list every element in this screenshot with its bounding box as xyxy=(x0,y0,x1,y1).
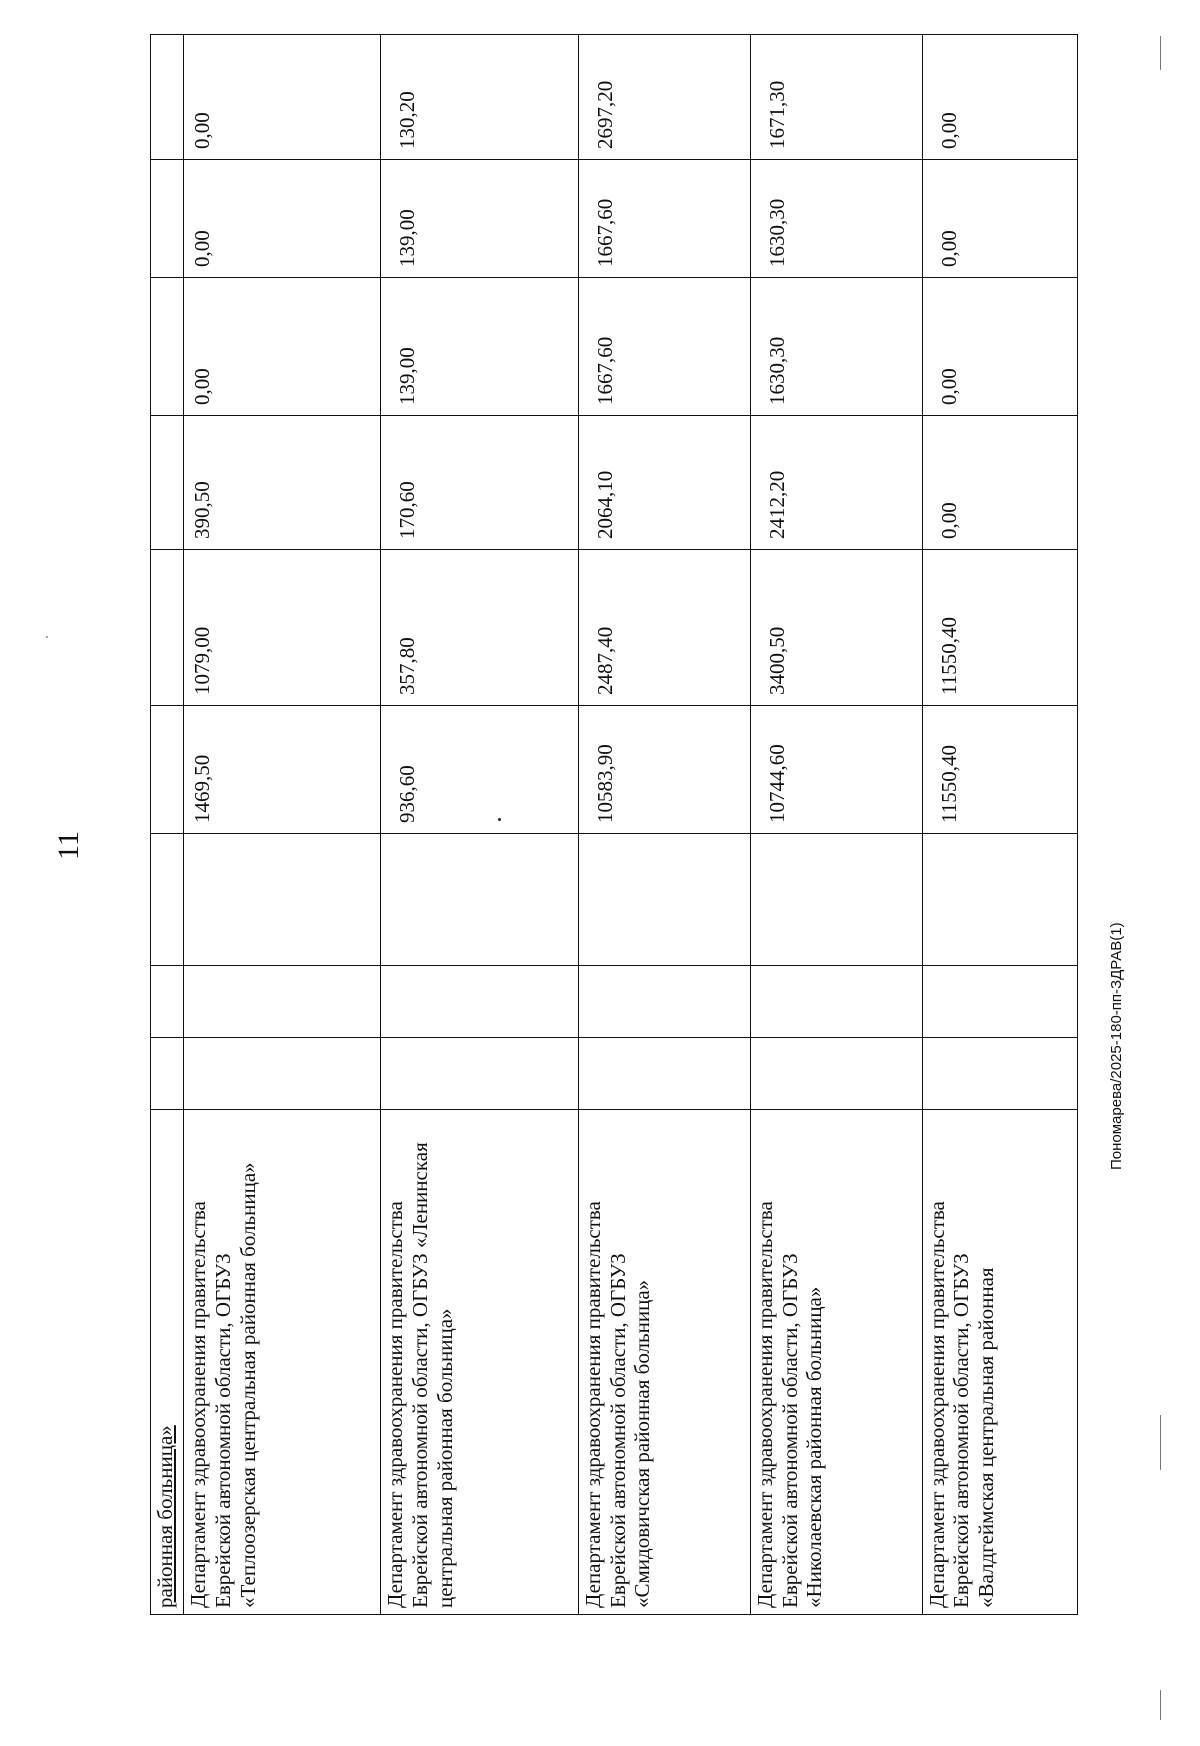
empty-cell xyxy=(750,966,922,1038)
table-row xyxy=(750,35,922,1615)
value-cell: 2412,20 xyxy=(750,416,922,550)
empty-cell xyxy=(151,966,184,1038)
table-row xyxy=(381,35,578,1615)
empty-cell xyxy=(750,1038,922,1110)
empty-cell xyxy=(184,1038,381,1110)
table-row xyxy=(578,35,750,1615)
value-cell: 10583,90 xyxy=(578,706,750,834)
value-cell: 11550,40 xyxy=(922,550,1077,706)
org-cell: Департамент здравоохранения правительства Еврейской автономной области, ОГБУЗ «Ленинская центральная районная больница» xyxy=(381,1110,578,1615)
empty-cell xyxy=(184,966,381,1038)
scan-speck xyxy=(46,636,48,638)
table-row xyxy=(184,35,381,1615)
value-cell: 0,00 xyxy=(922,35,1077,160)
empty-cell xyxy=(578,834,750,966)
value-cell: 0,00 xyxy=(922,160,1077,278)
scan-edge-mark xyxy=(1160,36,1161,70)
scan-edge-mark xyxy=(1160,1415,1161,1470)
continued-label: районная больница» xyxy=(153,1425,177,1608)
scan-edge-mark xyxy=(1160,1690,1161,1720)
value-cell: 2487,40 xyxy=(578,550,750,706)
value-cell: 1667,60 xyxy=(578,278,750,416)
org-cell xyxy=(151,1110,184,1615)
empty-cell xyxy=(578,966,750,1038)
empty-cell xyxy=(151,160,184,278)
value-cell: 1469,50 xyxy=(184,706,381,834)
funding-table xyxy=(150,34,1078,1615)
footer-document-reference: Пономарева/2025-180-пп-ЗДРАВ(1) xyxy=(1108,922,1125,1170)
value-cell: 1671,30 xyxy=(750,35,922,160)
table-row xyxy=(922,35,1077,1615)
rotated-table xyxy=(150,35,1078,1615)
value-cell: 3400,50 xyxy=(750,550,922,706)
empty-cell xyxy=(184,834,381,966)
empty-cell xyxy=(922,966,1077,1038)
value-cell: 0,00 xyxy=(922,416,1077,550)
empty-cell xyxy=(151,278,184,416)
value-cell: 357,80 xyxy=(381,550,578,706)
empty-cell xyxy=(922,1038,1077,1110)
value-cell: 139,00 xyxy=(381,160,578,278)
value-cell: 139,00 xyxy=(381,278,578,416)
empty-cell xyxy=(151,416,184,550)
empty-cell xyxy=(922,834,1077,966)
empty-cell xyxy=(151,35,184,160)
org-cell: Департамент здравоохранения правительства Еврейской автономной области, ОГБУЗ «Николаевская районная больница» xyxy=(750,1110,922,1615)
empty-cell xyxy=(151,706,184,834)
empty-cell xyxy=(151,550,184,706)
value-cell: 1079,00 xyxy=(184,550,381,706)
page-number: 11 xyxy=(52,831,85,860)
value-cell: 2064,10 xyxy=(578,416,750,550)
value-cell: 0,00 xyxy=(184,35,381,160)
value-cell: 11550,40 xyxy=(922,706,1077,834)
value-cell: 130,20 xyxy=(381,35,578,160)
empty-cell xyxy=(578,1038,750,1110)
value-cell: 936,60 xyxy=(381,706,578,834)
empty-cell xyxy=(750,834,922,966)
org-cell: Департамент здравоохранения правительства Еврейской автономной области, ОГБУЗ «Теплоозерская центральная районная больница» xyxy=(184,1110,381,1615)
value-cell: 10744,60 xyxy=(750,706,922,834)
value-cell: 2697,20 xyxy=(578,35,750,160)
org-cell: Департамент здравоохранения правительства Еврейской автономной области, ОГБУЗ «Смидовичская районная больница» xyxy=(578,1110,750,1615)
value-cell: 390,50 xyxy=(184,416,381,550)
empty-cell xyxy=(381,966,578,1038)
empty-cell xyxy=(381,834,578,966)
empty-cell xyxy=(151,1038,184,1110)
value-cell: 0,00 xyxy=(922,278,1077,416)
empty-cell xyxy=(151,834,184,966)
value-cell: 1630,30 xyxy=(750,278,922,416)
value-cell: 0,00 xyxy=(184,160,381,278)
org-cell: Департамент здравоохранения правительства Еврейской автономной области, ОГБУЗ «Валдгеймская центральная районная xyxy=(922,1110,1077,1615)
value-cell: 1630,30 xyxy=(750,160,922,278)
table-row-continued xyxy=(151,35,184,1615)
value-cell: 0,00 xyxy=(184,278,381,416)
value-cell: 1667,60 xyxy=(578,160,750,278)
value-cell: 170,60 xyxy=(381,416,578,550)
empty-cell xyxy=(381,1038,578,1110)
